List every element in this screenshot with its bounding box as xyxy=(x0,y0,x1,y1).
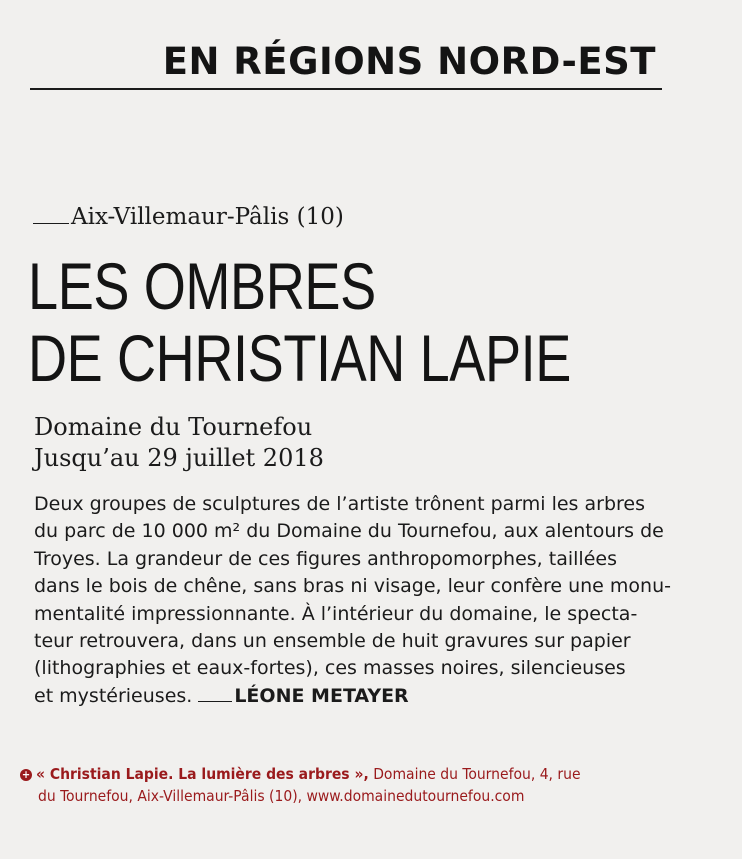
article-location xyxy=(33,204,344,230)
body-line-text: et mystérieuses. xyxy=(34,684,193,707)
article-headline xyxy=(28,250,569,394)
plus-circle-icon: + xyxy=(21,768,31,781)
body-line: Deux groupes de sculptures de l’artiste trônent parmi les arbres xyxy=(34,493,645,515)
exhibition-title: « Christian Lapie. La lumière des arbres », xyxy=(36,765,369,783)
exhibition-address-2: du Tournefou, Aix-Villemaur-Pâlis (10), www.domainedutournefou.com xyxy=(38,787,525,805)
body-line: (lithographies et eaux-fortes), ces masses noires, silencieuses xyxy=(34,657,626,680)
body-line: Troyes. La grandeur de ces figures anthropomorphes, taillées xyxy=(34,547,617,570)
location-rule xyxy=(33,223,69,224)
section-title: EN RÉGIONS NORD-EST xyxy=(162,40,656,83)
headline-line-2: DE CHRISTIAN LAPIE xyxy=(28,321,571,395)
article-body xyxy=(34,491,734,710)
exhibition-info xyxy=(20,763,730,807)
body-line-last xyxy=(34,683,734,710)
body-line: mentalité impressionnante. À l’intérieur du domaine, le specta- xyxy=(34,602,638,625)
exhibition-address-1: Domaine du Tournefou, 4, rue xyxy=(373,765,581,783)
info-line-1 xyxy=(20,763,730,785)
body-line: dans le bois de chêne, sans bras ni visage, leur confère une monu- xyxy=(34,575,671,598)
body-line: du parc de 10 000 m² du Domaine du Tournefou, aux alentours de xyxy=(34,520,664,543)
venue-name: Domaine du Tournefou xyxy=(34,413,313,441)
exhibition-dates: Jusqu’au 29 juillet 2018 xyxy=(34,444,324,472)
body-line: teur retrouvera, dans un ensemble de huit gravures sur papier xyxy=(34,630,631,653)
byline-rule xyxy=(198,701,232,702)
author-byline: LÉONE METAYER xyxy=(234,684,409,707)
venue-block xyxy=(34,412,324,474)
headline-line-1: LES OMBRES xyxy=(28,249,376,323)
location-text: Aix-Villemaur-Pâlis (10) xyxy=(71,204,344,230)
section-header xyxy=(30,40,662,90)
